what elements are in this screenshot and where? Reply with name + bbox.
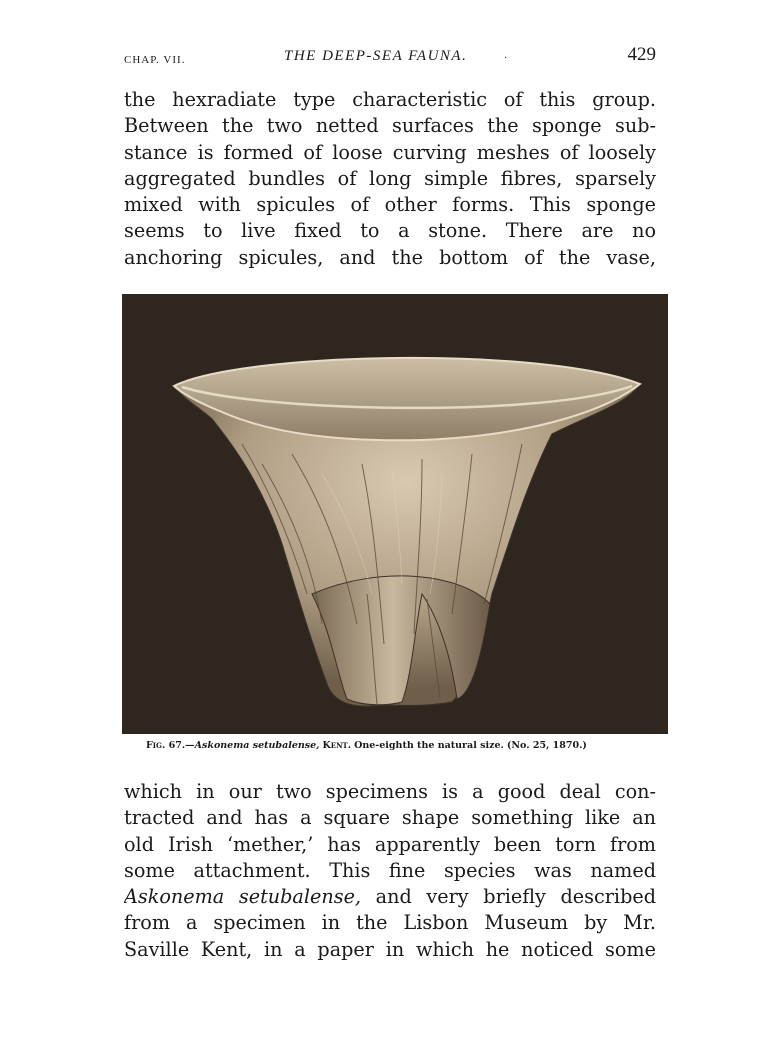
sponge-drawing	[122, 294, 668, 734]
text-line: from a specimen in the Lisbon Museum by Mr.	[124, 911, 656, 935]
text-line: stance is formed of loose curving meshes of loosely	[124, 140, 656, 164]
text-line: tracted and has a square shape something like an	[124, 806, 656, 830]
species-name: Askonema setubalense,	[124, 885, 362, 909]
caption-species: Askonema setubalense,	[194, 740, 320, 751]
text-line: which in our two specimens is a good deal con-	[124, 780, 656, 803]
text-line: anchoring spicules, and the bottom of the vase,	[124, 245, 656, 269]
text-line: mixed with spicules of other forms. This sponge	[124, 193, 656, 217]
text-line: Saville Kent, in a paper in which he noticed some	[124, 937, 656, 961]
running-head	[124, 44, 656, 70]
text-line: the hexradiate type characteristic of this group.	[124, 88, 656, 111]
text-line	[124, 884, 656, 910]
paragraph-top	[124, 87, 656, 271]
sponge-illustration	[122, 294, 668, 734]
paragraph-bottom	[124, 779, 656, 963]
figure-caption	[146, 740, 646, 751]
text-line: Between the two netted surfaces the sponge sub-	[124, 114, 656, 138]
text-line: some attachment. This fine species was named	[124, 858, 656, 882]
text-line: seems to live fixed to a stone. There are no	[124, 219, 656, 243]
caption-author: Kent.	[322, 740, 352, 751]
running-title: THE DEEP-SEA FAUNA.	[284, 48, 468, 64]
text-fragment: and very briefly described	[361, 885, 656, 909]
caption-fig-label: Fig. 67.—	[146, 740, 195, 751]
caption-number: (No. 25, 1870.)	[506, 740, 587, 751]
stray-mark: .	[504, 50, 508, 61]
text-line: old Irish ‘mether,’ has apparently been torn from	[124, 832, 656, 856]
caption-note: One-eighth the natural size.	[354, 740, 504, 751]
page-number: 429	[627, 44, 656, 65]
text-line: aggregated bundles of long simple fibres, sparsely	[124, 166, 656, 190]
chapter-label: CHAP. VII.	[124, 54, 186, 66]
